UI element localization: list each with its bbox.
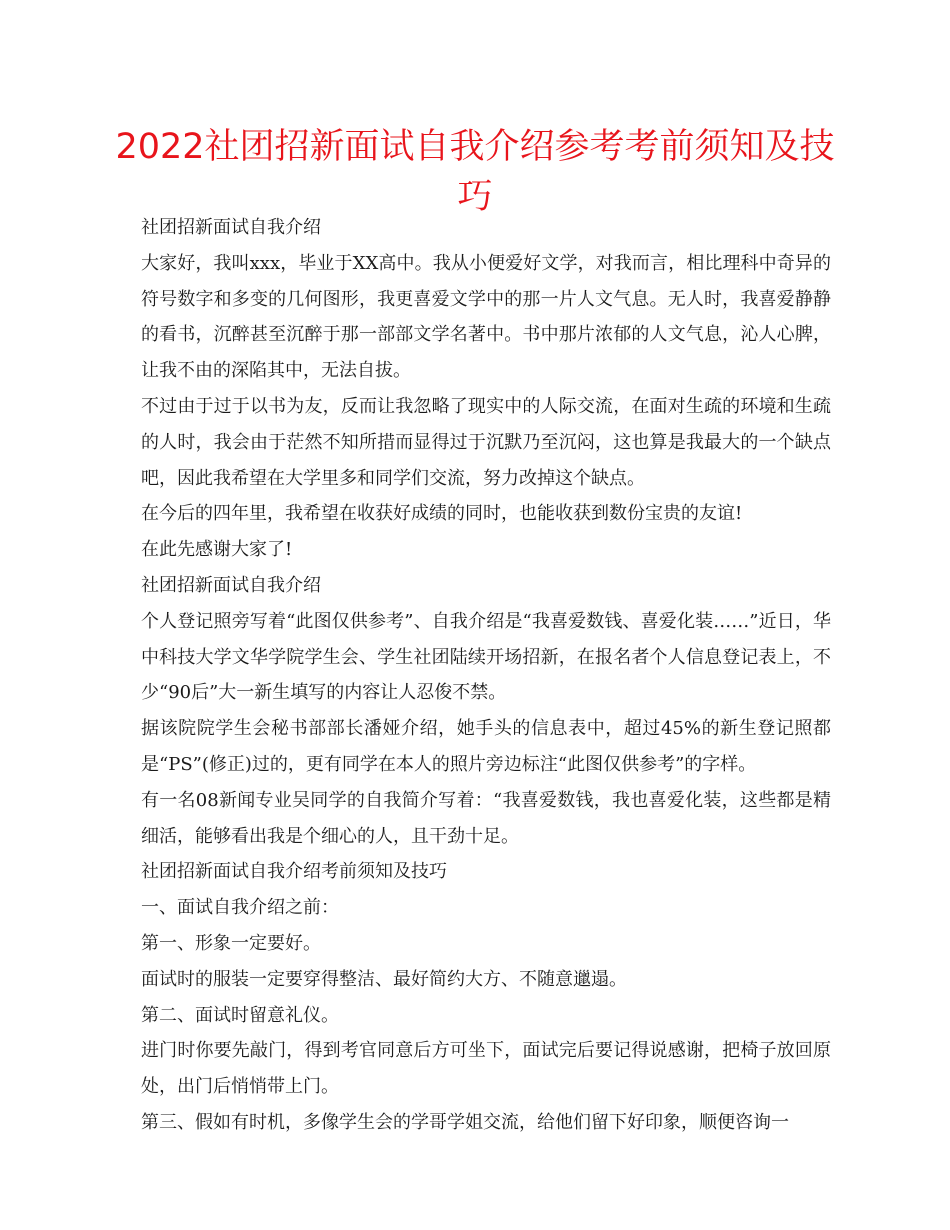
paragraph: 一、面试自我介绍之前：: [141, 897, 339, 919]
paragraph: 社团招新面试自我介绍: [141, 217, 321, 238]
paragraph: 进门时你要先敲门，得到考官同意后方可坐下，面试完后要记得说感谢，把椅子放回原处，出门后悄悄带上门。: [141, 1040, 831, 1098]
paragraph: 社团招新面试自我介绍: [141, 574, 321, 596]
paragraph: 在此先感谢大家了!: [141, 539, 293, 561]
document-title: 2022社团招新面试自我介绍参考考前须知及技巧: [115, 127, 835, 217]
paragraph: 在今后的四年里，我希望在收获好成绩的同时，也能收获到数份宝贵的友谊!: [141, 503, 743, 525]
document-body: [141, 210, 831, 1141]
paragraph: 不过由于过于以书为友，反而让我忽略了现实中的人际交流，在面对生疏的环境和生疏的人时，我会由于茫然不知所措而显得过于沉默乃至沉闷，这也算是我最大的一个缺点吧，因此我希望在大学里多和同学们交流，努力改掉这个缺点。: [141, 395, 831, 489]
paragraph: 第三、假如有时机，多像学生会的学哥学姐交流，给他们留下好印象，顺便咨询一: [141, 1111, 789, 1133]
paragraph: 大家好，我叫xxx，毕业于XX高中。我从小便爱好文学，对我而言，相比理科中奇异的符号数字和多变的几何图形，我更喜爱文学中的那一片人文气息。无人时，我喜爱静静的看书，沉醉甚至沉醉于那一部部文学名著中。书中那片浓郁的人文气息，沁人心脾，让我不由的深陷其中，无法自拔。: [141, 252, 831, 382]
paragraph: 有一名08新闻专业吴同学的自我简介写着：“我喜爱数钱，我也喜爱化装，这些都是精细活，能够看出我是个细心的人，且干劲十足。: [141, 789, 831, 847]
paragraph: 据该院院学生会秘书部部长潘娅介绍，她手头的信息表中，超过45%的新生登记照都是“PS”(修正)过的，更有同学在本人的照片旁边标注“此图仅供参考”的字样。: [141, 718, 831, 775]
paragraph: 社团招新面试自我介绍考前须知及技巧: [141, 861, 447, 883]
paragraph: 个人登记照旁写着“此图仅供参考”、自我介绍是“我喜爱数钱、喜爱化装……”近日，华中科技大学文华学院学生会、学生社团陆续开场招新，在报名者个人信息登记表上，不少“90后”大一新生填写的内容让人忍俊不禁。: [141, 610, 831, 704]
paragraph: 面试时的服装一定要穿得整洁、最好简约大方、不随意邋遢。: [141, 968, 627, 990]
paragraph: 第一、形象一定要好。: [141, 932, 321, 954]
paragraph: 第二、面试时留意礼仪。: [141, 1004, 339, 1026]
